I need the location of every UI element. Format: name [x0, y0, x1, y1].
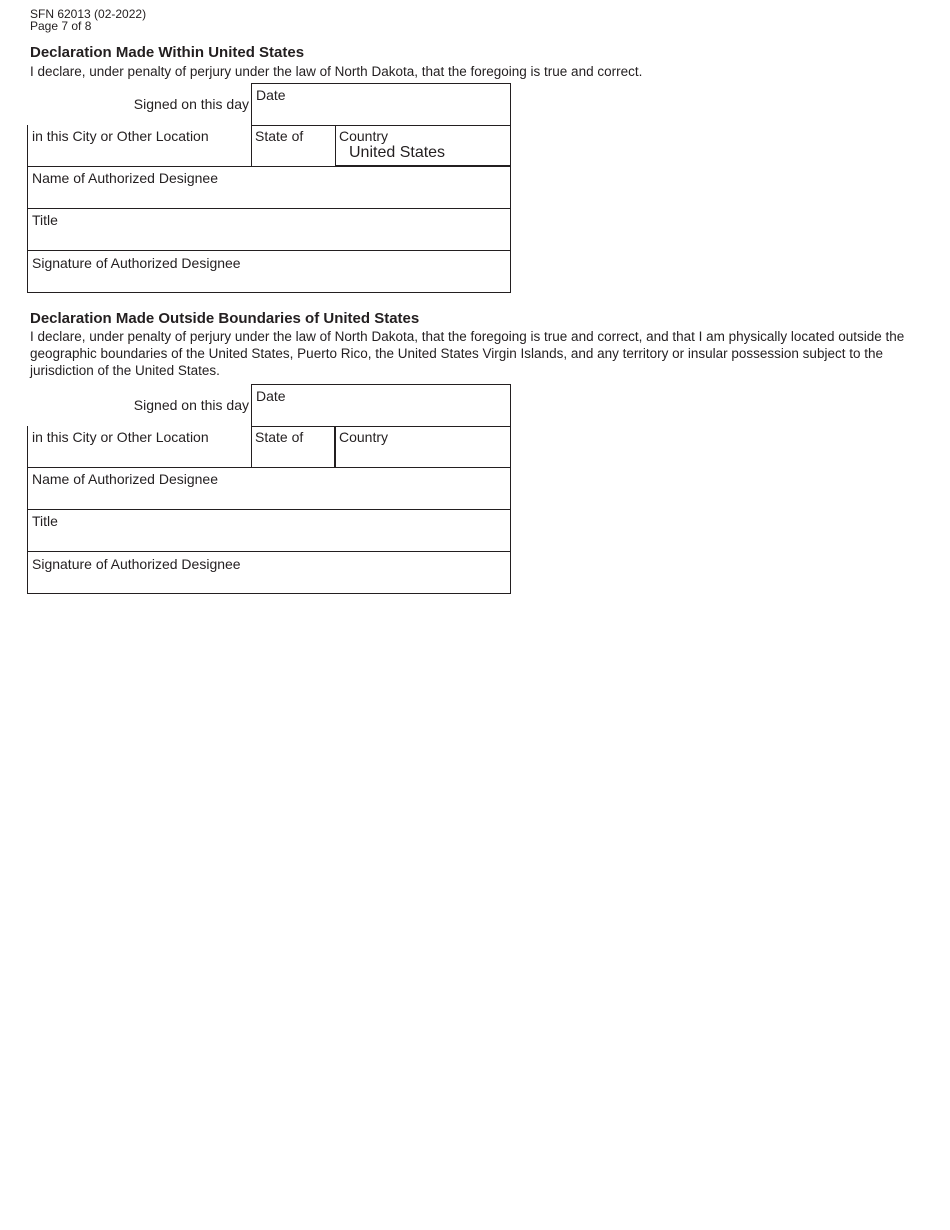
city-field[interactable]: [27, 426, 252, 468]
declaration-text-outside-us: I declare, under penalty of perjury under the law of North Dakota, that the foregoing is true and correct, and that I am physically located outside the geographic boundaries of the United States, Puerto Rico, the United States Virgin Islands, and any territory or insular possession subject to the jurisdiction of the United States.: [30, 329, 905, 378]
declaration-text-within-us: I declare, under penalty of perjury under the law of North Dakota, that the foregoing is true and correct.: [30, 64, 643, 79]
section-title-outside-us: Declaration Made Outside Boundaries of United States: [30, 310, 420, 327]
declaration-form-outside-us: [27, 384, 511, 594]
signature-field[interactable]: [27, 552, 511, 594]
signature-label: Signature of Authorized Designee: [32, 255, 241, 271]
city-label: in this City or Other Location: [32, 429, 209, 445]
date-field[interactable]: [251, 384, 511, 427]
country-field[interactable]: [335, 125, 511, 167]
state-field[interactable]: [251, 125, 336, 167]
form-number: SFN 62013 (02-2022): [30, 7, 147, 21]
declaration-form-within-us: [27, 83, 511, 293]
title-field[interactable]: [27, 209, 511, 251]
date-field[interactable]: [251, 83, 511, 126]
signature-field[interactable]: [27, 251, 511, 293]
city-field[interactable]: [27, 125, 252, 167]
state-field[interactable]: [251, 426, 336, 468]
designee-name-label: Name of Authorized Designee: [32, 471, 218, 487]
state-label: State of: [255, 128, 304, 144]
page-number: Page 7 of 8: [30, 19, 92, 33]
title-label: Title: [32, 212, 58, 228]
designee-name-field[interactable]: [27, 167, 511, 209]
designee-name-label: Name of Authorized Designee: [32, 170, 218, 186]
date-label: Date: [256, 87, 286, 103]
country-label: Country: [339, 128, 389, 144]
country-field[interactable]: [335, 426, 511, 468]
signed-on-label: Signed on this day: [133, 96, 249, 112]
city-label: in this City or Other Location: [32, 128, 209, 144]
form-header: [30, 8, 146, 32]
date-label: Date: [256, 388, 286, 404]
state-label: State of: [255, 429, 304, 445]
section-title-within-us: Declaration Made Within United States: [30, 44, 305, 61]
signed-on-label: Signed on this day: [133, 397, 249, 413]
designee-name-field[interactable]: [27, 468, 511, 510]
country-label: Country: [339, 429, 389, 445]
title-field[interactable]: [27, 510, 511, 552]
signature-label: Signature of Authorized Designee: [32, 556, 241, 572]
title-label: Title: [32, 513, 58, 529]
country-value: United States: [349, 144, 446, 161]
